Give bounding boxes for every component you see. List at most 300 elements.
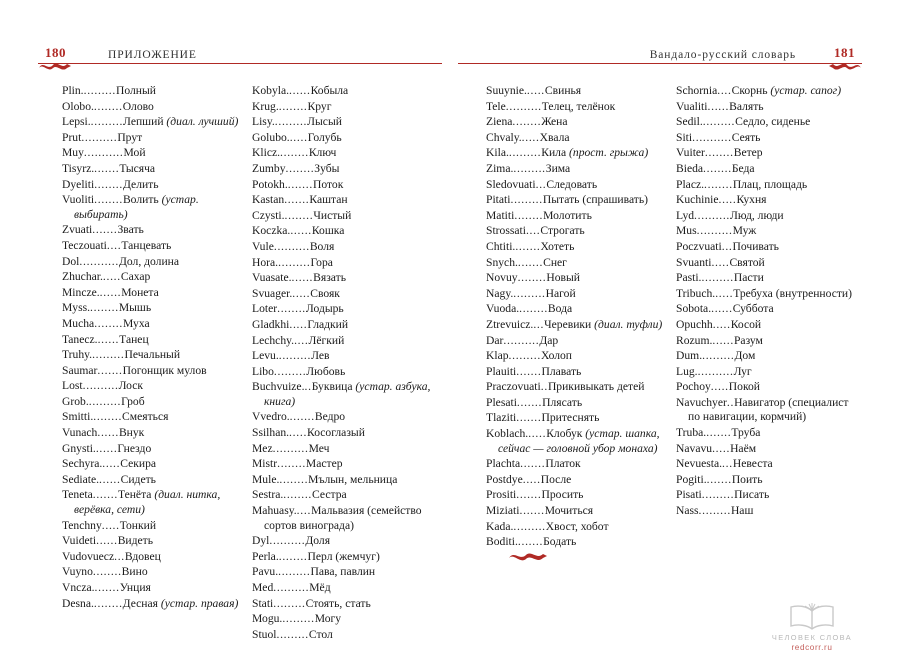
entry-translation: Зубы [314, 161, 340, 175]
entry-translation: Почивать [732, 239, 779, 253]
entry-leader-dots: ...... [97, 332, 120, 346]
entry-headword: Vunach [62, 426, 98, 440]
entry-headword: Dum. [676, 349, 703, 363]
logo-title: ЧЕЛОВЕК СЛОВА [771, 633, 853, 642]
dictionary-entry [62, 348, 244, 363]
entry-headword: Plin. [62, 84, 84, 97]
entry-leader-dots: ......... [88, 394, 122, 408]
entry-translation: Ведро [314, 410, 346, 424]
entry-translation: Вода [547, 302, 573, 316]
entry-translation: Стол [308, 627, 333, 641]
entry-leader-dots: ........... [83, 146, 124, 160]
entry-leader-dots: ....... [516, 395, 543, 409]
entry-leader-dots: ..... [715, 286, 734, 300]
entry-translation: Косоглазый [307, 426, 365, 440]
dictionary-entry [252, 240, 434, 255]
entry-headword: Dyl [252, 534, 270, 548]
entry-translation: Сахар [120, 270, 151, 284]
entry-translation: После [540, 472, 572, 486]
entry-translation: Лёгкий [308, 333, 345, 347]
entry-headword: Tele [486, 99, 506, 113]
entry-leader-dots: ........... [692, 130, 732, 144]
entry-headword: Teczouati [62, 238, 107, 252]
dictionary-entry [486, 209, 668, 224]
dictionary-entry [486, 411, 668, 426]
entry-headword: Ssilhan. [252, 426, 290, 440]
entry-headword: Zvuati [62, 223, 93, 237]
entry-leader-dots: ........ [283, 488, 313, 502]
dictionary-entry [62, 565, 244, 580]
dictionary-entry [252, 442, 434, 457]
entry-headword: Truba. [676, 426, 707, 440]
entry-translation: Круг [307, 99, 332, 113]
entry-translation: Беда [731, 161, 755, 175]
dictionary-entry [676, 488, 858, 503]
dictionary-entry [252, 612, 434, 627]
entry-headword: Nass [676, 504, 699, 518]
entry-translation: Ветер [733, 146, 763, 160]
entry-leader-dots: ..... [712, 441, 731, 455]
dictionary-entry [62, 550, 244, 565]
entry-headword: Schornia [676, 84, 718, 97]
entry-translation: Волить (устар. выбирать) [74, 193, 199, 221]
dictionary-entry [676, 146, 858, 161]
entry-translation: Святой [729, 255, 765, 269]
entry-headword: Klicz. [252, 146, 281, 160]
dictionary-entry [676, 193, 858, 208]
dictionary-entry [486, 162, 668, 177]
entry-translation: Люд, люди [730, 208, 784, 222]
entry-leader-dots: .......... [697, 364, 734, 378]
dictionary-entry [676, 240, 858, 255]
entry-headword: Vudovuecz [62, 549, 115, 563]
dictionary-entry [252, 256, 434, 271]
entry-leader-dots: ........ [519, 302, 548, 316]
dictionary-entry [62, 426, 244, 441]
dictionary-entry [486, 84, 668, 99]
entry-leader-dots: ..... [718, 193, 737, 207]
entry-headword: Suuynie. [486, 84, 527, 97]
entry-translation: Суббота [732, 302, 774, 316]
dictionary-entry [486, 457, 668, 472]
entry-headword: Chtiti. [486, 239, 516, 253]
entry-headword: Chvaly. [486, 130, 522, 144]
dictionary-entry [62, 84, 244, 99]
entry-translation: Перл (жемчуг) [307, 549, 380, 563]
entry-leader-dots: ..... [710, 380, 729, 394]
entry-translation: Холоп [540, 349, 573, 363]
dictionary-entry [676, 256, 858, 271]
entry-translation: Мълын, мельница [308, 472, 398, 486]
entry-leader-dots: ..... [292, 286, 311, 300]
entry-headword: Buchvuize. [252, 380, 305, 394]
entry-translation: Гроб [121, 394, 145, 408]
entry-headword: Sestra. [252, 488, 284, 502]
entry-leader-dots: ......... [701, 488, 735, 502]
entry-headword: Miziati [486, 504, 520, 518]
entry-translation: Наш [730, 504, 754, 518]
entry-leader-dots: ...... [290, 224, 312, 238]
entry-translation: Разум [733, 333, 763, 347]
dictionary-entry [252, 581, 434, 596]
dictionary-entry [252, 178, 434, 193]
entry-leader-dots: ...... [289, 84, 311, 97]
entry-leader-dots: ......... [513, 161, 546, 175]
entry-translation: Танцевать [121, 238, 172, 252]
entry-leader-dots: .. [540, 380, 548, 394]
entry-translation: Покой [728, 380, 760, 394]
entry-leader-dots: ......... [273, 596, 306, 610]
entry-headword: Vvedro. [252, 410, 290, 424]
entry-leader-dots: ..... [521, 130, 540, 144]
entry-translation: Клобук (устар. шапка, сейчас — головной убор монаха) [498, 427, 660, 455]
entry-headword: Strossati [486, 224, 526, 238]
dictionary-entry [486, 287, 668, 302]
entry-leader-dots: ... [533, 317, 545, 331]
entry-translation: Пасти [733, 271, 764, 285]
dictionary-entry [676, 84, 858, 99]
entry-headword: Vule [252, 239, 274, 253]
entry-headword: Czysti. [252, 208, 285, 222]
dictionary-entry [486, 131, 668, 146]
entry-leader-dots: ........ [284, 208, 314, 222]
dictionary-entry [252, 534, 434, 549]
dictionary-entry [252, 318, 434, 333]
entry-headword: Teneta [62, 488, 93, 502]
header-right [458, 40, 862, 66]
header-rule-right [458, 63, 862, 64]
entry-leader-dots: ....... [516, 364, 542, 378]
entry-leader-dots: ........ [704, 146, 734, 160]
entry-translation: Дол, долина [118, 254, 180, 268]
entry-headword: Med [252, 581, 274, 594]
entry-headword: Matiti [486, 208, 515, 222]
dictionary-entry [676, 178, 858, 193]
entry-translation: Каштан [309, 193, 348, 207]
dictionary-entry [252, 410, 434, 425]
entry-leader-dots: ..... [711, 255, 730, 269]
entry-translation: Чистый [313, 208, 352, 222]
entry-leader-dots: ..... [102, 270, 121, 284]
entry-translation: Навигатор (специалист по навигации, кормчий) [688, 395, 849, 424]
entry-headword: Olobo. [62, 99, 94, 113]
entry-headword: Desna. [62, 596, 94, 610]
entry-leader-dots: ....... [287, 177, 313, 191]
dictionary-entry [62, 131, 244, 146]
entry-headword: Loter [252, 302, 278, 316]
entry-headword: Моgu. [252, 612, 283, 626]
entry-leader-dots: ........ [277, 457, 306, 471]
entry-headword: Pochoy [676, 380, 711, 394]
entry-leader-dots: ... [722, 457, 733, 471]
dictionary-entry [676, 209, 858, 224]
entry-headword: Tlaziti [486, 411, 517, 425]
entry-headword: Bieda [676, 161, 704, 175]
entry-translation: Тысяча [119, 161, 156, 175]
entry-headword: Poczvuati [676, 239, 722, 253]
dictionary-entry [486, 520, 668, 535]
entry-leader-dots: .... [525, 224, 541, 238]
dictionary-entry [252, 426, 434, 441]
entry-translation: Сеять [731, 130, 761, 144]
entry-leader-dots: .......... [273, 239, 310, 253]
dictionary-entry [486, 504, 668, 519]
entry-translation: Новый [546, 271, 580, 285]
entry-translation: Смеяться [122, 410, 169, 424]
dictionary-entry [486, 146, 668, 161]
dictionary-entry [252, 504, 434, 533]
entry-headword: Sedil. [676, 115, 703, 129]
dictionary-entry [486, 349, 668, 364]
dictionary-entry [62, 255, 244, 270]
entry-leader-dots: ......... [276, 627, 309, 641]
entry-leader-dots: ......... [701, 271, 734, 285]
entry-headword: Hora. [252, 255, 279, 269]
entry-leader-dots: ....... [284, 193, 310, 207]
entry-headword: Grob. [62, 394, 89, 408]
entry-translation: Буквица (устар. азбука, книга) [264, 380, 431, 408]
entry-headword: Lechchy. [252, 333, 295, 347]
entry-leader-dots: ... [535, 177, 547, 191]
entry-leader-dots: ...... [712, 333, 734, 347]
entry-translation: Могу [314, 612, 342, 626]
entry-translation: Сидеть [120, 472, 156, 486]
entry-leader-dots: ..... [522, 472, 541, 486]
dictionary-entry [486, 271, 668, 286]
entry-translation: Мальвазия (семейство сортов винограда) [264, 504, 422, 532]
entry-leader-dots: ....... [92, 223, 118, 237]
entry-leader-dots: ........ [93, 410, 123, 424]
entry-headword: Dar [486, 333, 504, 347]
entry-translation: Просить [541, 488, 584, 502]
entry-leader-dots: .......... [505, 99, 542, 113]
entry-leader-dots: ......... [702, 115, 736, 129]
dictionary-entry [486, 365, 668, 380]
entry-leader-dots: ..... [526, 84, 545, 97]
entry-headword: Pogiti. [676, 472, 707, 486]
dictionary-entry [62, 100, 244, 115]
entry-leader-dots: ......... [510, 193, 543, 207]
dictionary-entry [62, 115, 244, 130]
entry-headword: Mucha [62, 316, 95, 330]
folio-right: 181 [834, 45, 855, 60]
dictionary-entry [62, 457, 244, 472]
entry-headword: Myss. [62, 301, 91, 315]
dictionary-entry [252, 488, 434, 503]
entry-headword: Saumar [62, 363, 98, 377]
entry-translation: Тенёта (диал. нитка, верёвка, сети) [74, 488, 221, 517]
dictionary-entry [486, 473, 668, 488]
entry-translation: Плясать [542, 395, 583, 409]
entry-leader-dots: ....... [517, 255, 544, 269]
entry-translation: Лоск [118, 379, 144, 393]
entry-translation: Воля [309, 239, 335, 253]
entry-translation: Дом [734, 349, 756, 363]
entry-headword: Potokh. [252, 177, 288, 191]
entry-headword: Smitti. [62, 410, 94, 424]
entry-leader-dots: .......... [696, 224, 733, 238]
entry-translation: Седло, сиденье [735, 115, 811, 129]
entry-leader-dots: ....... [94, 581, 120, 594]
dictionary-entry [252, 146, 434, 161]
dictionary-entry [62, 519, 244, 534]
dictionary-entry [486, 256, 668, 271]
entry-translation: Ключ [308, 146, 337, 160]
entry-leader-dots: ........ [277, 302, 306, 316]
dictionary-entry [62, 146, 244, 161]
entry-translation: Лепший (диал. лучший) [123, 115, 239, 129]
entry-leader-dots: ......... [92, 348, 125, 362]
entry-leader-dots: ....... [706, 472, 732, 486]
entry-headword: Kuchinie [676, 193, 719, 207]
entry-headword: Stati [252, 596, 274, 610]
bottom-swash-ornament-icon [508, 548, 548, 564]
entry-headword: Mincze. [62, 285, 100, 299]
entry-leader-dots: ....... [97, 363, 123, 377]
dictionary-entry [486, 380, 668, 395]
dictionary-entry [252, 209, 434, 224]
entry-headword: Prut [62, 130, 82, 144]
entry-translation: Делить [123, 177, 159, 191]
entry-leader-dots: .......... [272, 441, 309, 455]
entry-headword: Kastan [252, 193, 285, 207]
entry-leader-dots: ..... [289, 130, 308, 144]
entry-leader-dots: ....... [516, 488, 542, 502]
entry-headword: Siti [676, 130, 693, 144]
entry-translation: Сестра [312, 488, 347, 502]
dictionary-entry [62, 162, 244, 177]
entry-translation: Дар [539, 333, 559, 347]
entry-headword: Plachta [486, 457, 521, 471]
entry-leader-dots: ........ [278, 549, 308, 563]
entry-translation: Мой [123, 146, 146, 160]
entry-headword: Postdye [486, 472, 523, 486]
entry-translation: Пытать (спрашивать) [542, 193, 649, 207]
entry-headword: Lisy. [252, 115, 275, 129]
swash-ornament-icon [38, 59, 72, 73]
entry-translation: Наём [730, 441, 757, 455]
entry-leader-dots: ........ [512, 115, 542, 129]
dictionary-entry [486, 427, 668, 456]
entry-translation: Доля [305, 534, 331, 548]
entry-translation: Свинья [544, 84, 582, 97]
entry-leader-dots: ........ [94, 193, 123, 207]
entry-headword: Novuy [486, 271, 518, 285]
entry-headword: Vuasate. [252, 271, 292, 285]
dictionary-entry [486, 115, 668, 130]
entry-leader-dots: ...... [95, 441, 118, 455]
entry-headword: Tribuch. [676, 286, 716, 300]
dictionary-entry [486, 334, 668, 349]
entry-translation: Печальный [124, 348, 181, 362]
entry-headword: Kobyla. [252, 84, 290, 97]
dictionary-entry [486, 100, 668, 115]
entry-leader-dots: ......... [278, 255, 311, 269]
entry-leader-dots: ........ [285, 161, 315, 175]
entry-leader-dots: ..... [101, 518, 120, 532]
entry-translation: Секира [120, 457, 157, 471]
dictionary-entry [676, 504, 858, 519]
dictionary-entry [252, 550, 434, 565]
entry-headword: Ztrevuicz. [486, 317, 534, 331]
dictionary-entry [486, 302, 668, 317]
entry-translation: Телец, телёнок [541, 99, 616, 113]
entry-translation: Молотить [543, 208, 592, 222]
entry-leader-dots: .... [296, 504, 312, 518]
entry-translation: Мастер [305, 457, 343, 471]
entry-headword: Koblach. [486, 427, 529, 441]
entry-headword: Vuideti [62, 534, 97, 548]
entry-translation: Писать [734, 488, 770, 502]
entry-leader-dots: ....... [515, 239, 541, 253]
entry-headword: Mez [252, 441, 273, 455]
entry-leader-dots: ......... [90, 115, 124, 129]
dictionary-entry [252, 380, 434, 409]
entry-translation: Кухня [736, 193, 767, 207]
entry-leader-dots: .... [106, 238, 122, 252]
dictionary-entry [62, 597, 244, 612]
entry-translation: Зима [545, 161, 571, 175]
entry-leader-dots: .... [717, 84, 732, 97]
dictionary-entry [62, 286, 244, 301]
entry-leader-dots: ......... [273, 364, 307, 378]
entry-translation: Требуха (внутренности) [733, 286, 852, 300]
entry-translation: Прикивыкать детей [547, 380, 645, 394]
entry-headword: Vuoliti [62, 193, 95, 207]
entry-leader-dots: .... [294, 333, 309, 347]
dictionary-entry [252, 457, 434, 472]
entry-leader-dots: ... [114, 549, 125, 563]
entry-leader-dots: ........... [79, 254, 119, 268]
entry-translation: Кила (прост. грыжа) [541, 146, 649, 160]
entry-headword: Pavu. [252, 565, 279, 579]
entry-translation: Муж [732, 224, 757, 238]
entry-leader-dots: ........ [90, 301, 119, 315]
entry-translation: Олово [122, 99, 154, 113]
entry-leader-dots: .. [726, 395, 735, 409]
entry-leader-dots: ........ [94, 177, 123, 191]
dictionary-entry [252, 334, 434, 349]
entry-leader-dots: ......... [274, 115, 308, 129]
entry-headword: Sechyra. [62, 457, 103, 471]
dictionary-entry [486, 318, 668, 333]
entry-leader-dots: ... [721, 239, 733, 253]
entry-leader-dots: ......... [508, 349, 541, 363]
entry-leader-dots: ...... [96, 534, 118, 548]
dictionary-entry [676, 396, 858, 425]
entry-headword: Pisati [676, 488, 702, 502]
entry-headword: Dyeliti [62, 177, 95, 191]
swash-ornament-icon [828, 59, 862, 73]
entry-headword: Dol [62, 254, 80, 268]
dictionary-entry [676, 473, 858, 488]
entry-leader-dots: ........ [279, 472, 309, 486]
entry-leader-dots: ........ [93, 596, 123, 610]
entry-leader-dots: ........ [514, 208, 544, 222]
entry-headword: Perla. [252, 549, 279, 563]
dictionary-entry [676, 365, 858, 380]
entry-translation: Монета [121, 285, 159, 299]
entry-translation: Плац, площадь [732, 177, 808, 191]
entry-translation: Танец [119, 332, 149, 346]
entry-headword: Pasti. [676, 271, 702, 285]
entry-headword: Svuanti [676, 255, 712, 269]
dictionary-entry [252, 473, 434, 488]
entry-leader-dots: ...... [291, 271, 314, 285]
entry-headword: Vuyno [62, 565, 93, 579]
dictionary-entry [676, 287, 858, 302]
entry-headword: Rozum. [676, 333, 713, 347]
